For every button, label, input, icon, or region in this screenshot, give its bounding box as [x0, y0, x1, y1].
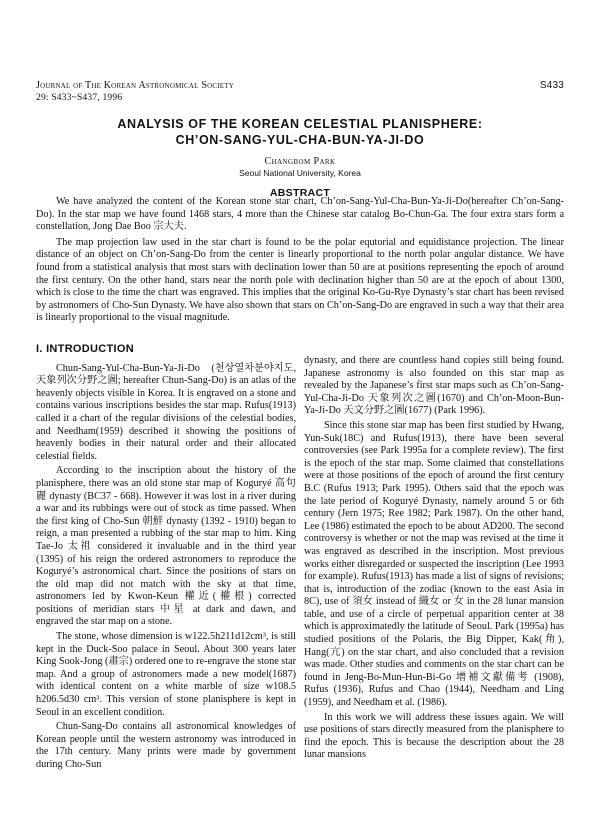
author-affiliation: Seoul National University, Korea [239, 168, 361, 178]
body-paragraph: Since this stone star map has been first studied by Hwang, Yun-Suk(18C) and Rufus(1913), there have been several controversies (see Park 1995a for a complete review). The first is the epoch of the star map. Some claimed that constellations were at those positions of the epoch of around the first century B.C (Rufus 1913; Park 1995). Others said that the epoch was the late period of Koguryé Dynasty, namely around 5 or 6th century (Jern 1975; Ree 1982; Park 1987). On the other hand, Lee (1986) estimated the epoch to be about AD200. The second controversy is whether or not the map was revised at the time it was engraved as described in the inscription. Most previous works either disregarded or suspected the inscription (Lee 1993 for example). Rufus(1913) has made a list of signs of revisions; that is, introduction of the zodiac (known to the east Asia in 8C), use of 須女 instead of 織女 or 女 in the 28 lunar mansion table, and use of a circle of perpetual apparition center at 38 which is approximatedly the latitude of Seoul. Park (1995a) has studied positions of the Polaris, the Big Dipper, Kak(角), Hang(亢) on the star chart, and also concluded that a revision was made. Other studies and comments on the star chart can be found in Jeng-Bo-Mun-Hun-Bi-Go 增補文獻備考 (1908), Rufus (1936), Rufus and Chao (1944), Needham and Ling (1959), and Needham et al. (1986). [304, 419, 564, 709]
journal-name: Journal of The Korean Astronomical Society [36, 80, 234, 91]
paper-title [36, 116, 564, 148]
abstract-paragraph: The map projection law used in the star chart is found to be the polar equtorial and equidistance projection. The linear distance of an object on Ch’on-Sang-Do from the center is linearly proportional to the north polar angular distance. We have found from a statistical analysis that most stars with declination lower than 50 are at positions representing the epoch of around the first century. On the other hand, stars near the north pole with declination higher than 50 are at the epoch of about 1300, which is close to the time the chart was engraved. This implies that the original Ko-Gu-Rye Dynasty’s star chart has been revised by astronomers of Cho-Sun Dynasty. We have also shown that stars on Ch’on-Sang-Do are engraved in such a way that their area is linearly proportional to the visual magnitude. [36, 236, 564, 324]
abstract-body [36, 196, 564, 328]
author-name: Changbom Park [264, 156, 336, 167]
body-paragraph: dynasty, and there are countless hand copies still being found. Japanese astronomy is also founded on this star map as revealed by the Japanese’s first star maps such as Ch’on-Sang-Yul-Cha-Ji-Do 天象列次之圖(1670) and Ch’on-Moon-Bun-Ya-Ji-Do 天文分野之圖(1677) (Park 1996). [304, 355, 564, 417]
abstract-paragraph: We have analyzed the content of the Korean stone star chart, Ch’on-Sang-Yul-Cha-Bun-Ya-Ji-Do(hereafter Ch’on-Sang-Do). In the star map we have found 1468 stars, 4 more than the Chinese star catalog Bo-Chun-Ga. The four extra stars form a constellation, Jong Dae Boo 宗大夫. [36, 196, 564, 233]
body-paragraph: The stone, whose dimension is w122.5h211d12cm³, is still kept in the Duck-Soo palace in Seoul. About 300 years later King Sook-Jong (肅宗) ordered one to re-engrave the stone star map. And a group of astronomers made a new model(1687) with identical content on a white marble of size w108.5 h206.5d30 cm³. This version of stone planisphere is kept in Seoul in an excellent condition. [36, 631, 296, 718]
body-paragraph: Chun-Sang-Yul-Cha-Bun-Ya-Ji-Do (천상열차분야지도, 天象列次分野之圖; hereafter Chun-Sang-Do) is an atlas of the heavenly objects visible in Korea. It is engraved on a stone and contains various inscriptions besides the star map. Rufus(1913) called it a chart of the regular divisions of the celestial bodies, and Needham(1959) described it showing the positions of heavenly bodies in their natural order and their allocated celestial fields. [36, 362, 296, 462]
left-column [36, 343, 296, 774]
right-column [304, 355, 564, 764]
section-heading-introduction: I. INTRODUCTION [36, 343, 134, 355]
abstract-heading: ABSTRACT [269, 187, 331, 199]
title-block [36, 116, 564, 199]
volume-pages: 29: S433~S437, 1996 [36, 93, 123, 103]
page-number: S433 [539, 80, 564, 91]
body-paragraph: Chun-Sang-Do contains all astronomical knowledges of Korean people until the western astronomy was introduced in the 17th century. Many prints were made by government during Cho-Sun [36, 721, 296, 770]
paper-title-line-2: CH’ON-SANG-YUL-CHA-BUN-YA-JI-DO [175, 133, 425, 147]
body-paragraph: In this work we will address these issues again. We will use positions of stars directly measured from the planisphere to find the epoch. This is because the description about the 28 lunar mansions [304, 711, 564, 761]
body-paragraph: According to the inscription about the history of the planisphere, there was an old stone star map of Koguryé 高句麗 dynasty (BC37 - 668). However it was lost in a river during a war and its rubbings were out of stock as time passed. When the first king of Cho-Sun 朝鮮 dynasty (1392 - 1910) began to reign, a man presented a rubbing of the star map to him. King Tae-Jo 太祖 considered it invaluable and in the third year (1395) of his reign the ordered astronomers to reproduce the Koguryé’s astronomical chart. Since the positions of stars on the old map did not match with the sky at that time, astronomers led by Kwon-Keun 權近(權根) corrected positions of meridian stars 中星 at dark and dawn, and engraved the star map on a stone. [36, 465, 296, 628]
paper-title-line-1: ANALYSIS OF THE KOREAN CELESTIAL PLANISPHERE: [117, 117, 483, 131]
